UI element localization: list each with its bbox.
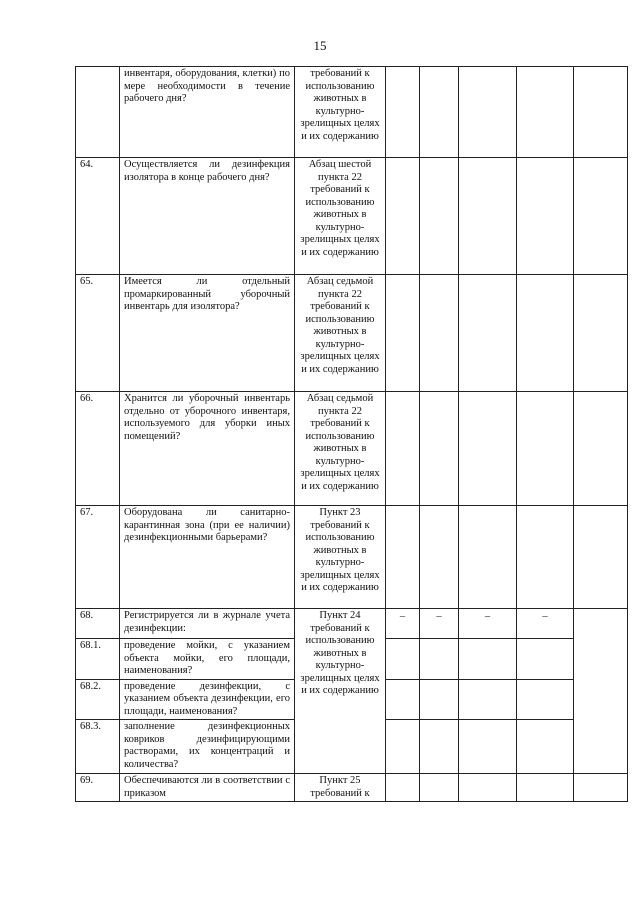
not-applicable-cell	[459, 392, 517, 506]
legal-reference: Пункт 23 требований к использованию животных в культурно-зрелищных целях и их содержанию	[295, 506, 386, 609]
legal-reference: Пункт 24 требований к использованию животных в культурно-зрелищных целях и их содержанию	[295, 609, 386, 774]
dash-mark: –	[436, 611, 442, 622]
note-cell	[517, 392, 574, 506]
row-number: 68.3.	[76, 720, 120, 774]
row-number: 66.	[76, 392, 120, 506]
answer-no-cell	[420, 679, 459, 720]
row-number	[76, 67, 120, 158]
dash-mark: –	[399, 611, 406, 622]
answer-no-cell	[420, 506, 459, 609]
question-text: заполнение дезинфекционных ковриков дезинфицирующими растворами, их концентраций и количества?	[120, 720, 295, 774]
remarks-cell	[574, 506, 628, 609]
note-cell	[517, 506, 574, 609]
dash-mark: –	[484, 611, 491, 622]
remarks-cell	[574, 639, 628, 680]
table-row	[76, 609, 628, 639]
table-row	[76, 275, 628, 392]
answer-yes-cell	[386, 720, 420, 774]
not-applicable-cell	[459, 67, 517, 158]
remarks-cell	[574, 67, 628, 158]
answer-no-cell	[420, 158, 459, 275]
table-row	[76, 774, 628, 802]
not-applicable-cell	[459, 506, 517, 609]
answer-no-cell	[420, 720, 459, 774]
question-text: Обеспечиваются ли в соответствии с приказом	[120, 774, 295, 802]
not-applicable-cell	[459, 275, 517, 392]
row-number: 65.	[76, 275, 120, 392]
note-cell	[517, 720, 574, 774]
answer-yes-cell	[386, 609, 420, 639]
remarks-cell	[574, 609, 628, 639]
answer-yes-cell	[386, 275, 420, 392]
note-cell	[517, 275, 574, 392]
answer-yes-cell	[386, 67, 420, 158]
answer-no-cell	[420, 392, 459, 506]
answer-yes-cell	[386, 392, 420, 506]
legal-reference: Пункт 25 требований к	[295, 774, 386, 802]
row-number: 68.2.	[76, 679, 120, 720]
remarks-cell	[574, 392, 628, 506]
not-applicable-cell	[459, 158, 517, 275]
dash-mark: –	[542, 611, 548, 622]
answer-no-cell	[420, 639, 459, 680]
legal-reference: Абзац шестой пункта 22 требований к использованию животных в культурно-зрелищных целях и их содержанию	[295, 158, 386, 275]
table-row	[76, 158, 628, 275]
table-row	[76, 506, 628, 609]
table-row	[76, 67, 628, 158]
table-row	[76, 392, 628, 506]
legal-reference: Абзац седьмой пункта 22 требований к использованию животных в культурно-зрелищных целях и их содержанию	[295, 275, 386, 392]
answer-no-cell	[420, 275, 459, 392]
legal-reference: требований к использованию животных в культурно-зрелищных целях и их содержанию	[295, 67, 386, 158]
remarks-cell	[574, 679, 628, 720]
answer-yes-cell	[386, 639, 420, 680]
row-number: 68.1.	[76, 639, 120, 680]
question-text: инвентаря, оборудования, клетки) по мере необходимости в течение рабочего дня?	[120, 67, 295, 158]
not-applicable-cell	[459, 639, 517, 680]
remarks-cell	[574, 720, 628, 774]
note-cell	[517, 609, 574, 639]
answer-yes-cell	[386, 506, 420, 609]
not-applicable-cell	[459, 679, 517, 720]
row-number: 64.	[76, 158, 120, 275]
remarks-cell	[574, 275, 628, 392]
remarks-cell	[574, 158, 628, 275]
question-text: Регистрируется ли в журнале учета дезинфекции:	[120, 609, 295, 639]
note-cell	[517, 639, 574, 680]
not-applicable-cell	[459, 609, 517, 639]
answer-yes-cell	[386, 774, 420, 802]
note-cell	[517, 158, 574, 275]
row-number: 69.	[76, 774, 120, 802]
note-cell	[517, 67, 574, 158]
question-text: проведение мойки, с указанием объекта мойки, его площади, наименования?	[120, 639, 295, 680]
question-text: Оборудована ли санитарно-карантинная зона (при ее наличии) дезинфекционными барьерами?	[120, 506, 295, 609]
note-cell	[517, 774, 574, 802]
question-text: проведение дезинфекции, с указанием объекта дезинфекции, его площади, наименования?	[120, 679, 295, 720]
not-applicable-cell	[459, 774, 517, 802]
answer-no-cell	[420, 67, 459, 158]
remarks-cell	[574, 774, 628, 802]
row-number: 68.	[76, 609, 120, 639]
answer-yes-cell	[386, 158, 420, 275]
checklist-table	[75, 66, 628, 802]
question-text: Осуществляется ли дезинфекция изолятора в конце рабочего дня?	[120, 158, 295, 275]
question-text: Имеется ли отдельный промаркированный уборочный инвентарь для изолятора?	[120, 275, 295, 392]
note-cell	[517, 679, 574, 720]
page-number: 15	[313, 38, 327, 53]
answer-no-cell	[420, 609, 459, 639]
answer-no-cell	[420, 774, 459, 802]
not-applicable-cell	[459, 720, 517, 774]
answer-yes-cell	[386, 679, 420, 720]
row-number: 67.	[76, 506, 120, 609]
question-text: Хранится ли уборочный инвентарь отдельно от уборочного инвентаря, используемого для уборки иных помещений?	[120, 392, 295, 506]
legal-reference: Абзац седьмой пункта 22 требований к использованию животных в культурно-зрелищных целях и их содержанию	[295, 392, 386, 506]
